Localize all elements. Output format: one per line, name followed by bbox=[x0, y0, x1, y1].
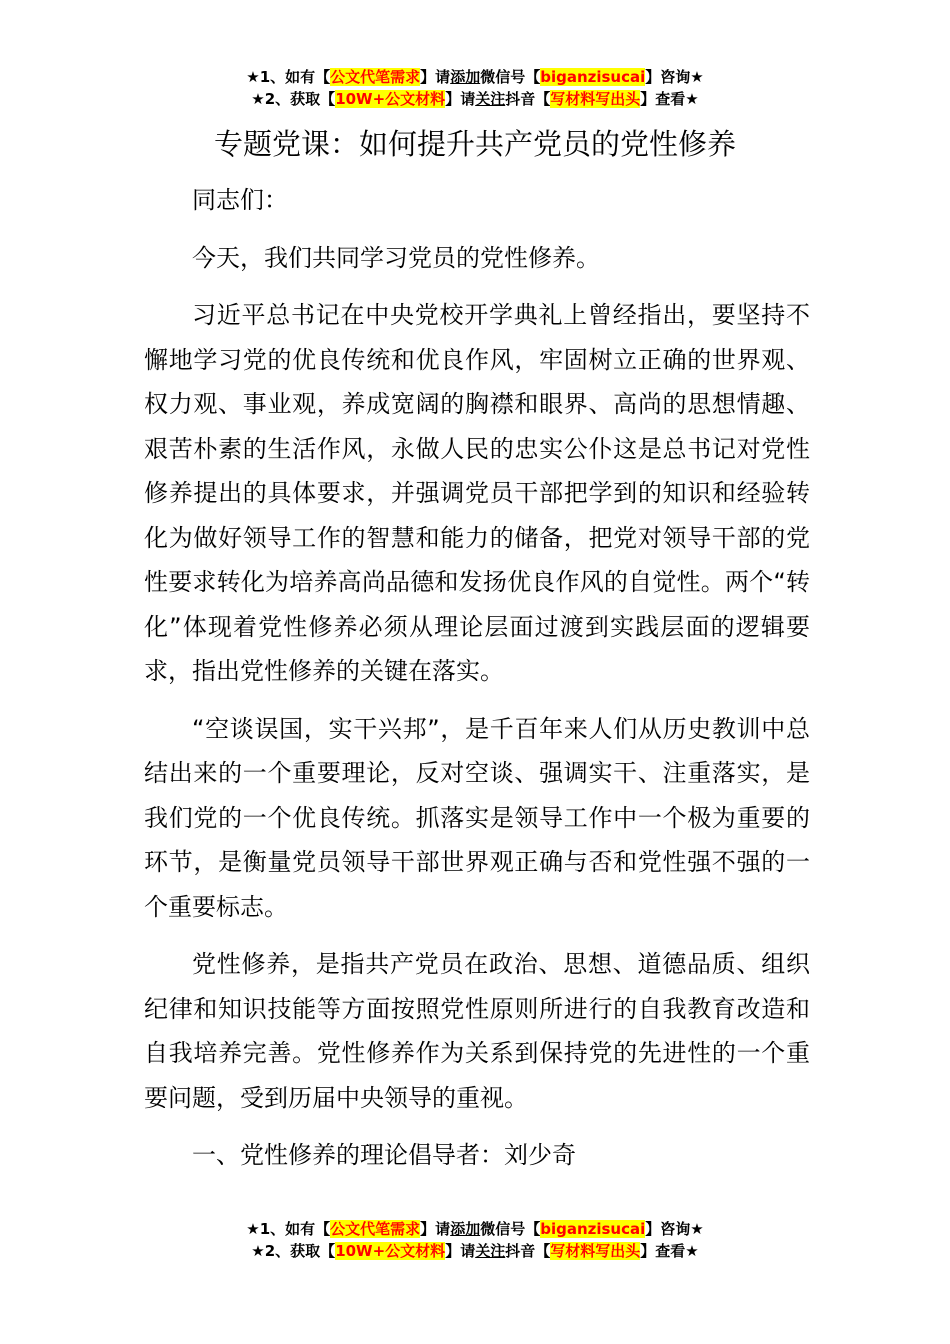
banner-text: 2、获取【 bbox=[264, 90, 336, 108]
highlight-douyin-id: 写材料写出头 bbox=[550, 1242, 641, 1260]
highlight-wechat-id: biganzisucai bbox=[540, 68, 646, 86]
banner-text: 】请 bbox=[445, 1242, 476, 1260]
banner-text: 1、如有【 bbox=[259, 68, 331, 86]
banner-text: 】咨询★ bbox=[645, 1220, 704, 1238]
underlined-follow: 关注 bbox=[475, 90, 506, 108]
banner-text: 抖音【 bbox=[505, 90, 551, 108]
salutation: 同志们： bbox=[192, 186, 288, 214]
star-icon: ★ bbox=[246, 1220, 260, 1238]
banner-text: 】请 bbox=[420, 1220, 451, 1238]
underlined-add: 添加 bbox=[450, 1220, 481, 1238]
document-title: 专题党课：如何提升共产党员的党性修养 bbox=[213, 127, 736, 161]
footer-banner bbox=[0, 1218, 950, 1262]
banner-text: 2、获取【 bbox=[264, 1242, 336, 1260]
section-heading: 一、党性修养的理论倡导者：刘少奇 bbox=[192, 1141, 576, 1169]
banner-line-2 bbox=[0, 1240, 950, 1262]
banner-text: 】咨询★ bbox=[645, 68, 704, 86]
banner-text: 1、如有【 bbox=[259, 1220, 331, 1238]
banner-text: 微信号【 bbox=[480, 1220, 541, 1238]
banner-text: 微信号【 bbox=[480, 68, 541, 86]
underlined-follow: 关注 bbox=[475, 1242, 506, 1260]
banner-line-1 bbox=[0, 66, 950, 88]
star-icon: ★ bbox=[251, 1242, 265, 1260]
paragraph: 党性修养，是指共产党员在政治、思想、道德品质、组织纪律和知识技能等方面按照党性原则所进行的自我教育改造和自我培养完善。党性修养作为关系到保持党的先进性的一个重要问题，受到历届中央领导的重视。 bbox=[144, 950, 810, 1112]
highlight-materials: 10W+公文材料 bbox=[335, 90, 446, 108]
underlined-add: 添加 bbox=[450, 68, 481, 86]
document-body bbox=[144, 178, 810, 1191]
banner-line-1 bbox=[0, 1218, 950, 1240]
paragraph: 习近平总书记在中央党校开学典礼上曾经指出，要坚持不懈地学习党的优良传统和优良作风，牢固树立正确的世界观、权力观、事业观，养成宽阔的胸襟和眼界、高尚的思想情趣、艰苦朴素的生活作风，永做人民的忠实公仆这是总书记对党性修养提出的具体要求，并强调党员干部把学到的知识和经验转化为做好领导工作的智慧和能力的储备，把党对领导干部的党性要求转化为培养高尚品德和发扬优良作风的自觉性。两个“转化”体现着党性修养必须从理论层面过渡到实践层面的逻辑要求，指出党性修养的关键在落实。 bbox=[144, 301, 810, 685]
star-icon: ★ bbox=[246, 68, 260, 86]
paragraph: 今天，我们共同学习党员的党性修养。 bbox=[192, 243, 600, 272]
banner-text: 】查看★ bbox=[640, 1242, 699, 1260]
header-banner bbox=[0, 66, 950, 110]
banner-text: 抖音【 bbox=[505, 1242, 551, 1260]
highlight-materials: 10W+公文材料 bbox=[335, 1242, 446, 1260]
highlight-service: 公文代笔需求 bbox=[330, 1220, 421, 1238]
highlight-douyin-id: 写材料写出头 bbox=[550, 90, 641, 108]
highlight-wechat-id: biganzisucai bbox=[540, 1220, 646, 1238]
banner-line-2 bbox=[0, 88, 950, 110]
paragraph: “空谈误国，实干兴邦”，是千百年来人们从历史教训中总结出来的一个重要理论，反对空谈、强调实干、注重落实，是我们党的一个优良传统。抓落实是领导工作中一个极为重要的环节，是衡量党员领导干部世界观正确与否和党性强不强的一个重要标志。 bbox=[144, 714, 810, 921]
banner-text: 】请 bbox=[420, 68, 451, 86]
star-icon: ★ bbox=[251, 90, 265, 108]
banner-text: 】查看★ bbox=[640, 90, 699, 108]
highlight-service: 公文代笔需求 bbox=[330, 68, 421, 86]
banner-text: 】请 bbox=[445, 90, 476, 108]
